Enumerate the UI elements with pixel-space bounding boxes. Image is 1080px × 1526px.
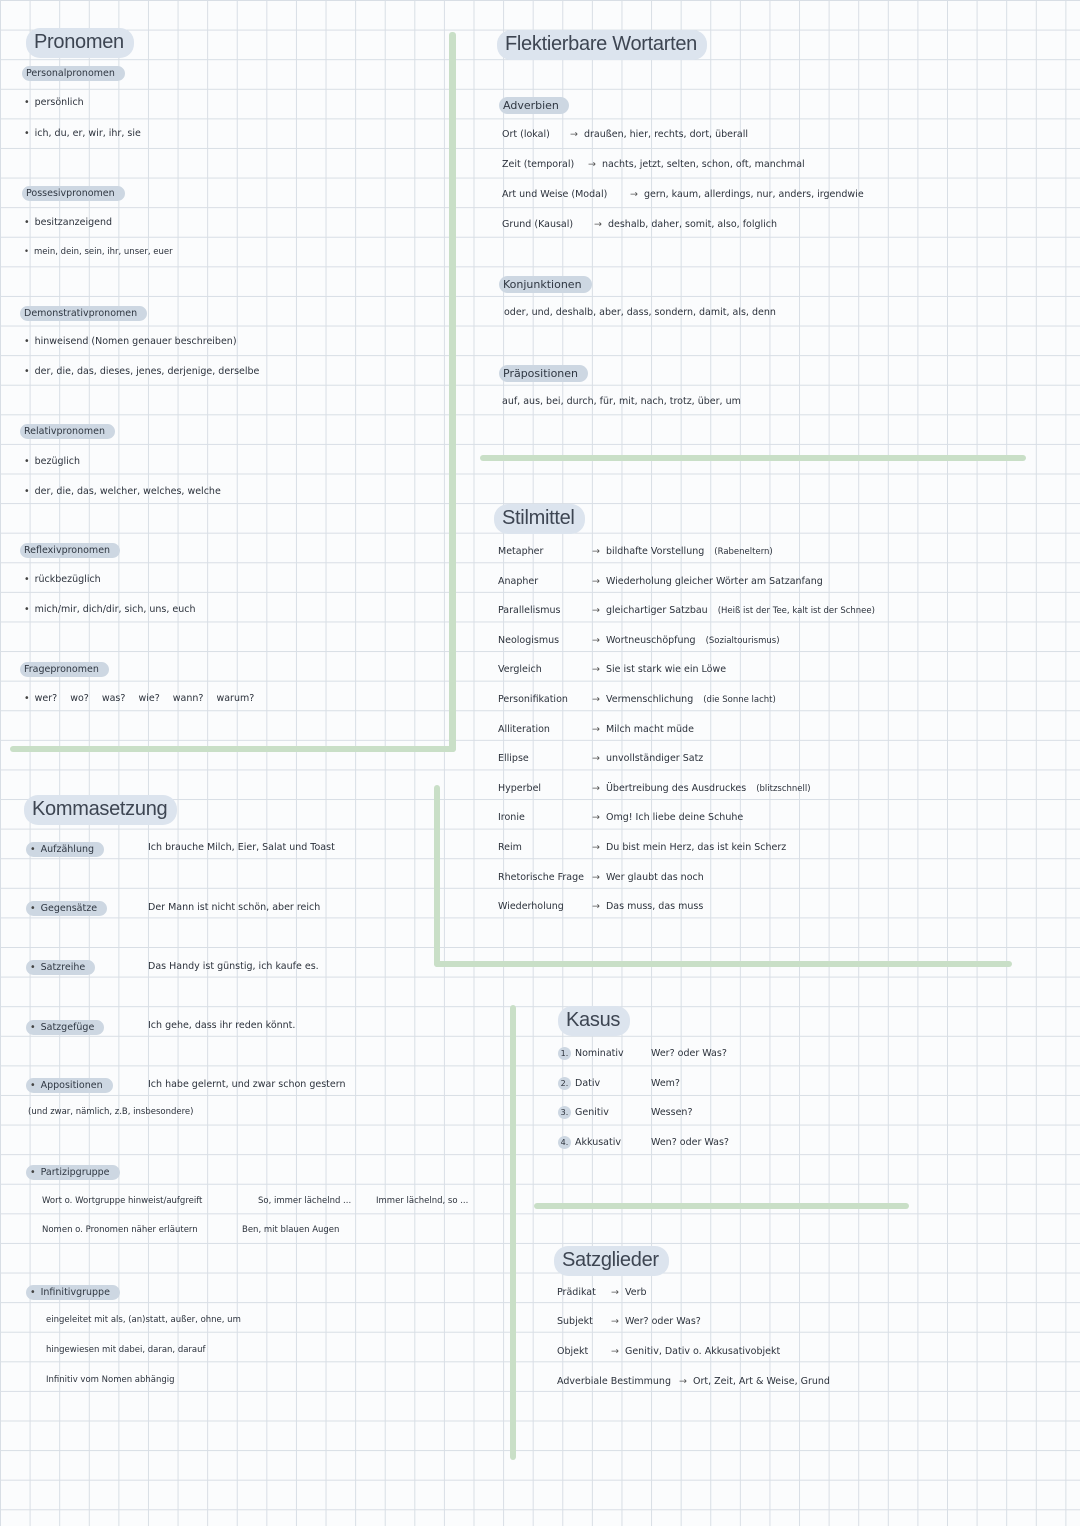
tag-infinitivgruppe: • Infinitivgruppe — [26, 1285, 120, 1300]
divider-vertical-bottom — [510, 1005, 516, 1460]
stilmittel-row — [498, 872, 704, 883]
pronomen-title: Pronomen — [26, 28, 134, 58]
adverb-row — [502, 129, 748, 140]
stilmittel-text: Vermenschlichung — [605, 694, 694, 705]
adverb-text: draußen, hier, rechts, dort, überall — [583, 129, 749, 140]
pronomen-line: • der, die, das, welcher, welches, welche — [24, 486, 221, 497]
wortarten-title: Flektierbare Wortarten — [497, 30, 707, 60]
infinitiv-line: Infinitiv vom Nomen abhängig — [46, 1375, 175, 1385]
stilmittel-title: Stilmittel — [494, 504, 585, 534]
tag-appositionen: • Appositionen — [26, 1078, 113, 1093]
arrow-icon: → — [570, 129, 578, 140]
stilmittel-example: (blitzschnell) — [756, 783, 811, 794]
arrow-icon: → — [592, 782, 600, 794]
adverb-text: nachts, jetzt, selten, schon, oft, manchmal — [601, 159, 805, 170]
tag-gegensaetze: • Gegensätze — [26, 901, 107, 916]
arrow-icon: → — [592, 634, 600, 646]
stilmittel-label: Hyperbel — [498, 782, 542, 794]
tag-fragepronomen: Fragepronomen — [20, 662, 109, 677]
pronomen-line: • der, die, das, dieses, jenes, derjenige, derselbe — [24, 366, 259, 377]
stilmittel-row — [498, 842, 786, 853]
komma-example: Das Handy ist günstig, ich kaufe es. — [148, 961, 319, 972]
praepositionen-text: auf, aus, bei, durch, für, mit, nach, trotz, über, um — [502, 396, 741, 407]
stilmittel-row — [498, 546, 773, 557]
komma-example: Ich habe gelernt, und zwar schon gestern — [148, 1079, 346, 1090]
arrow-icon: → — [592, 812, 600, 824]
stilmittel-text: Omg! Ich liebe deine Schuhe — [605, 812, 744, 824]
kasus-question: Wen? oder Was? — [651, 1137, 729, 1148]
stilmittel-label: Vergleich — [498, 664, 542, 676]
konjunktionen-text: oder, und, deshalb, aber, dass, sondern, damit, als, denn — [504, 307, 776, 318]
arrow-icon: → — [611, 1316, 619, 1327]
satzglied-label: Subjekt — [557, 1316, 593, 1327]
pronomen-line: • wer? wo? was? wie? wann? warum? — [24, 693, 254, 704]
stilmittel-text: unvollständiger Satz — [605, 753, 704, 765]
arrow-icon: → — [592, 723, 600, 735]
stilmittel-row — [498, 694, 776, 705]
tag-aufzaehlung: • Aufzählung — [26, 842, 104, 857]
partizip-line: Nomen o. Pronomen näher erläutern — [42, 1225, 198, 1235]
pronomen-line: • ich, du, er, wir, ihr, sie — [24, 128, 141, 139]
kasus-row — [558, 1047, 727, 1060]
tag-relativpronomen: Relativpronomen — [20, 424, 115, 439]
divider-vertical-mid — [434, 785, 440, 967]
arrow-icon: → — [592, 753, 600, 765]
satzglied-row — [557, 1376, 830, 1387]
kasus-label: Dativ — [575, 1078, 601, 1089]
pronomen-line: • persönlich — [24, 97, 84, 108]
stilmittel-row — [498, 783, 811, 794]
kommasetzung-title: Kommasetzung — [24, 795, 177, 825]
satzglieder-title: Satzglieder — [554, 1246, 669, 1276]
stilmittel-text: bildhafte Vorstellung — [605, 546, 705, 557]
kasus-label: Genitiv — [575, 1107, 609, 1118]
kasus-row — [558, 1077, 680, 1090]
arrow-icon: → — [592, 605, 600, 617]
arrow-icon: → — [630, 189, 638, 200]
stilmittel-row — [498, 576, 823, 587]
adverb-text: gern, kaum, allerdings, nur, anders, irgendwie — [643, 189, 864, 200]
pronomen-line: • bezüglich — [24, 456, 80, 467]
stilmittel-example: (die Sonne lacht) — [703, 695, 776, 705]
arrow-icon: → — [679, 1376, 687, 1387]
stilmittel-row — [498, 901, 703, 912]
adverb-label: Ort (lokal) — [502, 129, 550, 140]
stilmittel-label: Neologismus — [498, 634, 560, 646]
stilmittel-label: Ironie — [498, 812, 525, 824]
infinitiv-line: eingeleitet mit als, (an)statt, außer, ohne, um — [46, 1315, 241, 1325]
adverb-row — [502, 219, 777, 230]
stilmittel-text: Sie ist stark wie ein Löwe — [605, 664, 727, 676]
stilmittel-label: Ellipse — [498, 753, 529, 765]
tag-reflexivpronomen: Reflexivpronomen — [20, 543, 120, 558]
satzglied-text: Wer? oder Was? — [624, 1316, 701, 1327]
satzglied-text: Verb — [624, 1287, 647, 1298]
kasus-number: 1. — [558, 1047, 571, 1060]
stilmittel-text: Du bist mein Herz, das ist kein Scherz — [605, 842, 787, 853]
adverb-row — [502, 189, 864, 200]
satzglied-label: Adverbiale Bestimmung — [557, 1376, 671, 1387]
satzglied-text: Genitiv, Dativ o. Akkusativobjekt — [624, 1346, 781, 1357]
pronomen-line: • besitzanzeigend — [24, 217, 112, 228]
infinitiv-line: hingewiesen mit dabei, daran, darauf — [46, 1345, 206, 1355]
stilmittel-label: Wiederholung — [498, 901, 564, 913]
partizip-example: Immer lächelnd, so ... — [376, 1196, 469, 1206]
stilmittel-label: Personifikation — [498, 694, 568, 705]
arrow-icon: → — [594, 219, 602, 230]
stilmittel-label: Parallelismus — [498, 605, 561, 617]
satzglied-row — [557, 1287, 647, 1298]
stilmittel-label: Anapher — [498, 575, 539, 587]
stilmittel-label: Metapher — [498, 546, 544, 557]
stilmittel-row — [498, 605, 875, 616]
tag-satzgefuege: • Satzgefüge — [26, 1020, 104, 1035]
arrow-icon: → — [611, 1346, 619, 1357]
kasus-question: Wessen? — [651, 1107, 693, 1118]
stilmittel-example: (Heiß ist der Tee, kalt ist der Schnee) — [717, 606, 875, 617]
tag-possesivpronomen: Possesivpronomen — [22, 186, 125, 201]
kasus-row — [558, 1136, 729, 1149]
arrow-icon: → — [592, 901, 600, 913]
kasus-number: 4. — [558, 1136, 571, 1149]
adverb-label: Zeit (temporal) — [502, 159, 575, 170]
satzglied-row — [557, 1316, 701, 1327]
adverb-label: Art und Weise (Modal) — [502, 189, 608, 200]
tag-partizipgruppe: • Partizipgruppe — [26, 1165, 120, 1180]
stilmittel-row — [498, 753, 703, 764]
divider-horizontal-mid — [434, 961, 1012, 967]
pronomen-line: • hinweisend (Nomen genauer beschreiben) — [24, 336, 237, 347]
divider-vertical-top — [449, 32, 456, 752]
tag-personalpronomen: Personalpronomen — [22, 66, 125, 81]
tag-konjunktionen: Konjunktionen — [499, 276, 592, 293]
stilmittel-row — [498, 724, 694, 735]
komma-example: Ich brauche Milch, Eier, Salat und Toast — [148, 842, 335, 853]
stilmittel-text: Wiederholung gleicher Wörter am Satzanfang — [605, 575, 823, 587]
komma-example: Ich gehe, dass ihr reden könnt. — [148, 1020, 296, 1031]
kasus-question: Wem? — [651, 1078, 680, 1089]
partizip-example: Ben, mit blauen Augen — [242, 1225, 340, 1235]
partizip-example: So, immer lächelnd ... — [258, 1196, 352, 1206]
satzglied-text: Ort, Zeit, Art & Weise, Grund — [692, 1376, 830, 1387]
divider-horizontal-left — [10, 746, 456, 752]
adverb-label: Grund (Kausal) — [502, 219, 574, 230]
arrow-icon: → — [592, 546, 600, 557]
arrow-icon: → — [611, 1287, 619, 1298]
stilmittel-example: (Rabeneltern) — [714, 547, 773, 557]
stilmittel-text: Milch macht müde — [605, 723, 694, 735]
stilmittel-label: Alliteration — [498, 723, 550, 735]
kasus-title: Kasus — [558, 1006, 630, 1036]
divider-horizontal-right-top — [480, 455, 1026, 461]
tag-adverbien: Adverbien — [499, 97, 569, 114]
arrow-icon: → — [588, 159, 596, 170]
kasus-number: 3. — [558, 1106, 571, 1119]
stilmittel-text: Das muss, das muss — [605, 901, 704, 913]
stilmittel-text: Übertreibung des Ausdruckes — [605, 782, 747, 794]
arrow-icon: → — [592, 575, 600, 587]
stilmittel-text: gleichartiger Satzbau — [605, 605, 708, 617]
kasus-row — [558, 1106, 693, 1119]
partizip-line: Wort o. Wortgruppe hinweist/aufgreift — [42, 1196, 203, 1206]
divider-horizontal-bottom — [534, 1203, 909, 1209]
tag-praepositionen: Präpositionen — [499, 365, 588, 382]
appositionen-note: (und zwar, nämlich, z.B, insbesondere) — [28, 1107, 194, 1117]
stilmittel-text: Wer glaubt das noch — [605, 871, 704, 883]
kasus-label: Nominativ — [575, 1048, 624, 1059]
pronomen-line: • mein, dein, sein, ihr, unser, euer — [24, 247, 173, 257]
tag-demonstrativpronomen: Demonstrativpronomen — [20, 306, 147, 321]
satzglied-label: Prädikat — [557, 1287, 596, 1298]
stilmittel-label: Reim — [498, 842, 522, 853]
satzglied-label: Objekt — [557, 1346, 589, 1357]
stilmittel-text: Wortneuschöpfung — [605, 634, 696, 646]
tag-satzreihe: • Satzreihe — [26, 960, 95, 975]
stilmittel-row — [498, 812, 743, 823]
kasus-number: 2. — [558, 1077, 571, 1090]
arrow-icon: → — [592, 664, 600, 676]
kasus-label: Akkusativ — [575, 1137, 621, 1148]
stilmittel-row — [498, 664, 726, 675]
stilmittel-label: Rhetorische Frage — [498, 871, 584, 883]
stilmittel-example: (Sozialtourismus) — [705, 635, 780, 646]
arrow-icon: → — [592, 842, 600, 853]
satzglied-row — [557, 1346, 780, 1357]
adverb-text: deshalb, daher, somit, also, folglich — [607, 219, 778, 230]
pronomen-line: • rückbezüglich — [24, 574, 101, 585]
arrow-icon: → — [592, 694, 600, 705]
pronomen-line: • mich/mir, dich/dir, sich, uns, euch — [24, 604, 196, 615]
komma-example: Der Mann ist nicht schön, aber reich — [148, 902, 321, 913]
kasus-question: Wer? oder Was? — [651, 1048, 727, 1059]
adverb-row — [502, 159, 805, 170]
stilmittel-row — [498, 635, 780, 646]
arrow-icon: → — [592, 871, 600, 883]
